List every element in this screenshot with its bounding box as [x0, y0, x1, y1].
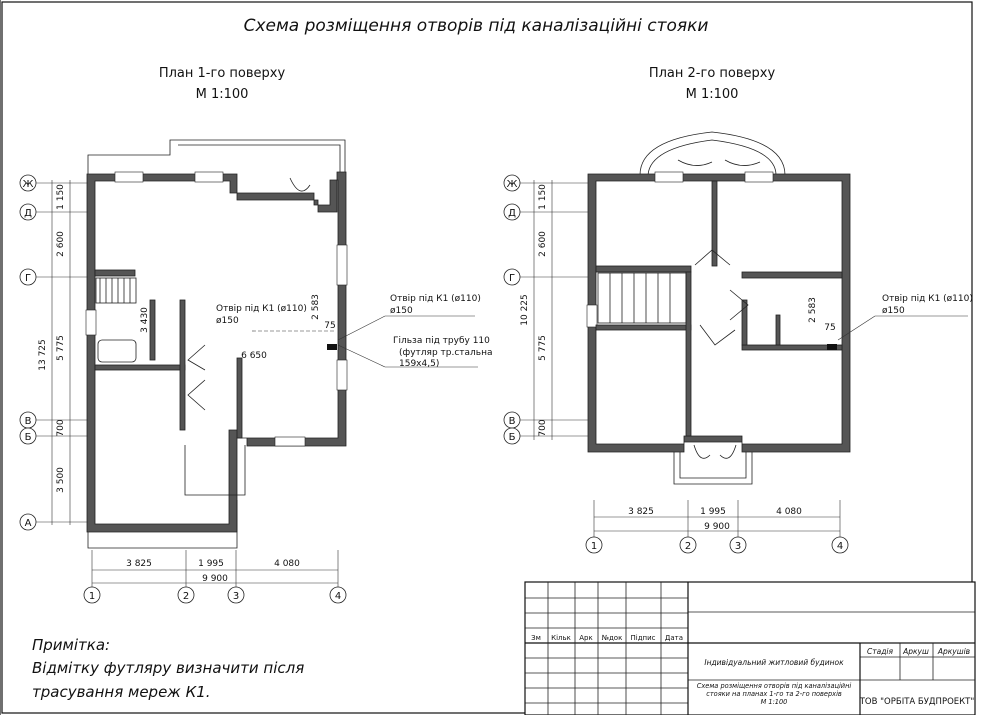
plan2-dim-2600: 2 600 — [538, 231, 548, 257]
stamp-header-kilk: Кільк — [551, 634, 571, 642]
plan2-axis-1: 1 — [590, 541, 598, 552]
plan2-dim-4080: 4 080 — [776, 507, 802, 517]
plan2-dim-9900: 9 900 — [704, 522, 730, 532]
stamp-header-zm: Зм — [531, 634, 541, 642]
plan2-dim-75: 75 — [824, 323, 836, 333]
plan2-dim-700: 700 — [538, 419, 548, 437]
drawing-title: Схема розміщення отворів під каналізаційні стояки — [243, 16, 709, 36]
plan1-door-swing — [290, 178, 310, 191]
plan1-dim-700: 700 — [56, 419, 66, 437]
plan2-col-axes — [586, 537, 848, 553]
plan1-window — [275, 437, 305, 446]
plan1-axis-Г: Г — [24, 273, 32, 284]
plan-2 — [504, 66, 973, 553]
plan1-title: План 1-го поверху — [158, 66, 286, 81]
stamp-project: Індивідуальний житловий будинок — [704, 658, 844, 667]
plan2-axis-2: 2 — [684, 541, 692, 552]
plan1-scale: М 1:100 — [195, 87, 249, 102]
plan1-callout-left-line2: ø150 — [216, 316, 239, 326]
plan1-interior-wall — [95, 365, 185, 370]
plan1-axis-2: 2 — [182, 591, 190, 602]
plan1-axis-В: В — [24, 416, 32, 427]
plan1-axis-4: 4 — [334, 591, 342, 602]
plan2-dim-1150: 1 150 — [538, 184, 548, 210]
stamp-sheet-label: Аркуш — [903, 647, 929, 656]
plan2-balcony-bottom — [674, 452, 752, 484]
plan2-interior-wall — [686, 272, 691, 436]
plan1-window — [195, 172, 223, 182]
plan1-dim-2583: 2 583 — [311, 294, 321, 320]
plan2-interior-wall — [596, 325, 691, 330]
plan2-callout-line2: ø150 — [882, 306, 905, 316]
plan1-callout-left-line1: Отвір під К1 (ø110) — [216, 304, 307, 314]
plan1-dim-13725: 13 725 — [38, 339, 48, 371]
plan1-interior-wall — [150, 300, 155, 360]
plan2-door-swing — [678, 160, 712, 166]
plan1-row-axes — [20, 175, 88, 530]
plan1-door-swing — [188, 345, 205, 370]
stamp-header-data: Дата — [664, 634, 684, 642]
plan1-axis-Д: Д — [24, 208, 32, 219]
plan2-door-swing — [725, 160, 760, 166]
plan1-interior-wall — [237, 358, 242, 438]
plan2-dim-2583: 2 583 — [808, 297, 818, 323]
stamp-header-ndok: №док — [601, 634, 623, 642]
plan2-row-axes — [504, 175, 588, 444]
plan2-stack-marker — [827, 344, 837, 350]
stamp-company: ТОВ "ОРБІТА БУДПРОЕКТ" — [859, 697, 975, 707]
plan1-dim-3825: 3 825 — [126, 559, 152, 569]
plan1-window — [115, 172, 143, 182]
plan2-window — [745, 172, 773, 182]
plan1-bathtub — [98, 340, 136, 362]
plan2-axis-Д: Д — [508, 208, 516, 219]
plan2-axis-Б: Б — [508, 432, 516, 443]
plan2-axis-В: В — [508, 416, 516, 427]
plan2-door-swing — [720, 445, 736, 458]
stamp-drawing-title-box — [690, 682, 858, 715]
plan1-dim-1150: 1 150 — [56, 184, 66, 210]
plan1-stairs — [96, 278, 136, 303]
plan2-balcony-top-inner — [648, 140, 776, 175]
plan1-dim-3430: 3 430 — [140, 307, 150, 333]
plan2-door-swing — [700, 325, 735, 345]
stamp-sheets-label: Аркушів — [937, 647, 971, 656]
plan1-axis-А: А — [24, 518, 32, 529]
plan2-title: План 2-го поверху — [648, 66, 776, 81]
plan1-callout-right2-line3: 159х4,5) — [399, 359, 440, 369]
plan1-col-axes — [84, 587, 346, 603]
plan1-door-swing — [188, 380, 205, 410]
plan2-interior-wall — [776, 315, 780, 345]
plan2-interior-wall — [596, 266, 691, 272]
stamp-header-ark: Арк — [579, 634, 593, 642]
plan1-dim-4080: 4 080 — [274, 559, 300, 569]
plan2-balcony-top — [640, 132, 785, 175]
plan2-window — [655, 172, 683, 182]
plan1-window — [86, 310, 96, 335]
plan1-dim-2600: 2 600 — [56, 231, 66, 257]
plan1-interior-wall — [95, 270, 135, 276]
plan1-stack-marker — [327, 344, 337, 350]
plan1-axis-1: 1 — [88, 591, 96, 602]
note-line-1: Відмітку футляру визначити після — [32, 659, 305, 677]
plan1-terrace-inner — [178, 145, 340, 172]
stamp-drawing-scale: М 1:100 — [760, 698, 788, 706]
plan2-interior-wall — [742, 272, 842, 278]
plan2-dim-10225: 10 225 — [520, 294, 530, 326]
plan1-exterior-walls — [87, 172, 346, 532]
plan2-dim-3825: 3 825 — [628, 507, 654, 517]
plan2-scale: М 1:100 — [685, 87, 739, 102]
stamp-drawing-title: Схема розміщення отворів під каналізаційні стояки на планах 1-го та 2-го поверхів — [696, 682, 852, 698]
plan2-axis-Г: Г — [508, 273, 516, 284]
plan2-axis-4: 4 — [836, 541, 844, 552]
stamp-header-pidpys: Підпис — [630, 634, 656, 642]
plan1-dim-1995: 1 995 — [198, 559, 224, 569]
note-line-2: трасування мереж К1. — [32, 683, 211, 701]
plan2-axis-Ж: Ж — [506, 179, 518, 190]
plan2-dim-5775: 5 775 — [538, 335, 548, 361]
plan1-axis-Б: Б — [24, 432, 32, 443]
plan-1 — [20, 66, 493, 603]
plan2-window — [587, 305, 597, 327]
plan2-door-swing — [694, 445, 710, 458]
plan1-window — [337, 245, 347, 285]
plan1-interior-wall — [180, 300, 185, 430]
note-heading: Примітка: — [32, 636, 111, 654]
plan2-dim-1995: 1 995 — [700, 507, 726, 517]
plan1-callout-right1-line2: ø150 — [390, 306, 413, 316]
plan1-dim-3500: 3 500 — [56, 467, 66, 493]
plan1-dim-6650: 6 650 — [241, 351, 267, 361]
plan1-axis-Ж: Ж — [22, 179, 34, 190]
plan1-dim-9900: 9 900 — [202, 574, 228, 584]
plan1-axis-3: 3 — [232, 591, 240, 602]
stamp-stage-label: Стадія — [867, 647, 893, 656]
plan1-window — [337, 360, 347, 390]
plan1-callout-right2-line1: Гільза під трубу 110 — [393, 336, 490, 346]
plan2-stairs — [598, 273, 686, 323]
plan1-callout-right2-line2: (футляр тр.стальна — [399, 348, 493, 358]
plan2-balcony-bottom-inner — [680, 452, 746, 478]
plan1-dim-5775: 5 775 — [56, 335, 66, 361]
plan1-dim-75: 75 — [324, 321, 336, 331]
plan1-callout-right1-line1: Отвір під К1 (ø110) — [390, 294, 481, 304]
plan2-callout-line1: Отвір під К1 (ø110) — [882, 294, 973, 304]
plan2-axis-3: 3 — [734, 541, 742, 552]
